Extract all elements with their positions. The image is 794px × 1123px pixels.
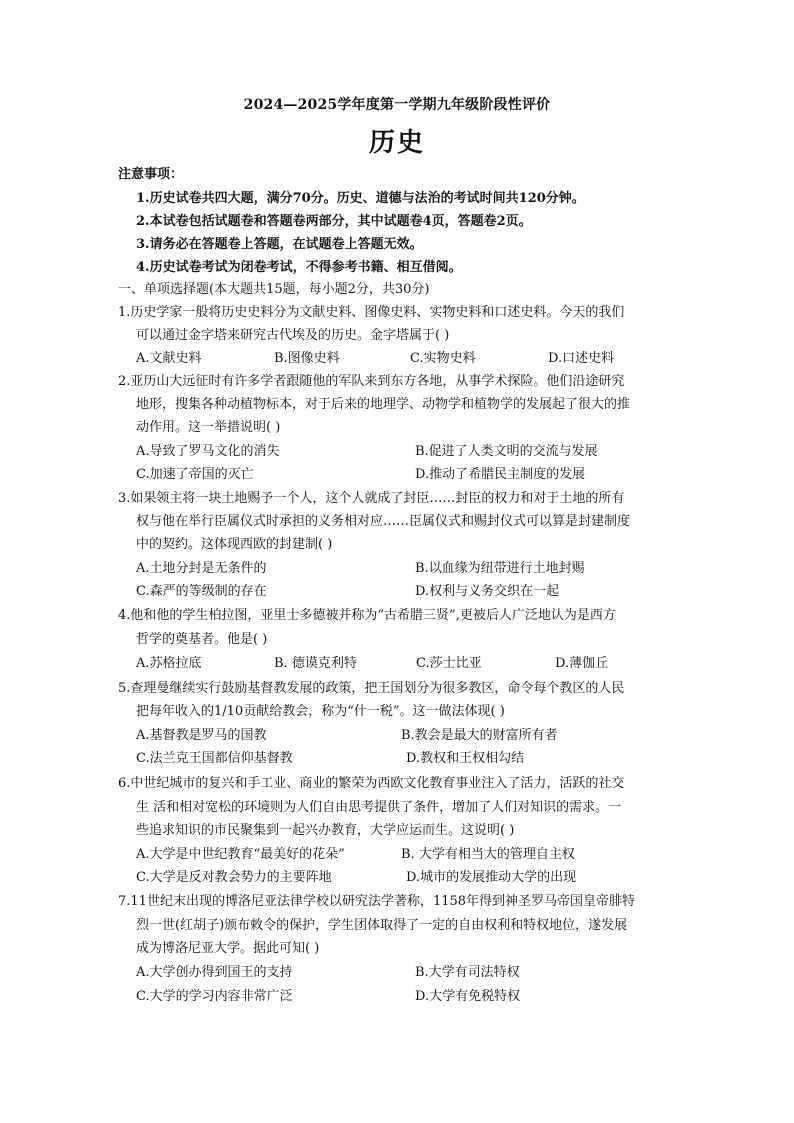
question-3-line: 权与他在举行臣属仪式时承担的义务相对应……臣属仪式和赐封仪式可以算是封建制度 [136,514,631,529]
question-4-option-d: D.薄伽丘 [555,656,609,671]
section-heading: 一、单项选择题(本大题共15题，每小题2分，共30分) [118,282,430,297]
question-4-option-a: A.苏格拉底 [136,656,202,671]
question-4-option-b: B. 德谟克利特 [274,656,357,671]
question-3-option-a: A.土地分封是无条件的 [136,561,267,576]
question-1-option-c: C.实物史料 [410,351,476,366]
question-3-line: 3.如果领主将一块土地赐予一个人，这个人就成了封臣……封臣的权力和对于土地的所有 [118,491,625,506]
question-4-line: 4.他和他的学生柏拉图，亚里士多德被并称为“古希腊三贤”,更被后人广泛地认为是西方 [118,608,616,623]
question-7-option-d: D.大学有免税特权 [415,989,521,1004]
notice-item: 3.请务必在答题卷上答题，在试题卷上答题无效。 [136,237,423,252]
question-5-option-d: D.教权和王权相勾结 [406,751,525,766]
notice-item: 2.本试卷包括试题卷和答题卷两部分，其中试题卷4页，答题卷2页。 [136,214,532,229]
question-7-line: 成为博洛尼亚大学。据此可知( ) [136,941,320,956]
question-4-option-c: C.莎士比亚 [416,656,482,671]
question-5-option-c: C.法兰克王国都信仰基督教 [136,751,293,766]
question-6-option-d: D.城市的发展推动大学的出现 [406,870,577,885]
question-6-line: 生 活和相对宽松的环境则为人们自由思考提供了条件，增加了人们对知识的需求。一 [136,800,622,815]
question-7-line: 7.11世纪末出现的博洛尼亚法律学校以研究法学著称，1158年得到神圣罗马帝国皇帝腓特 [118,894,636,909]
notice-item: 4.历史试卷考试为闭卷考试，不得参考书籍、相互借阅。 [136,260,462,275]
question-3-option-b: B.以血缘为纽带进行土地封赐 [415,561,585,576]
question-6-line: 6.中世纪城市的复兴和手工业、商业的繁荣为西欧文化教育事业注入了活力，活跃的社交 [118,776,625,791]
question-6-option-a: A.大学是中世纪教育“最美好的花朵” [136,847,345,862]
question-3-option-d: D.权利与义务交织在一起 [415,584,560,599]
question-1-option-b: B.图像史料 [274,351,340,366]
question-1-line: 可以通过金字塔来研究古代埃及的历史。金字塔属于( ) [136,328,450,343]
question-2-option-d: D.推动了希腊民主制度的发展 [415,467,586,482]
question-3-option-c: C.森严的等级制的存在 [136,584,267,599]
question-1-option-d: D.口述史料 [548,351,615,366]
exam-title: 2024—2025学年度第一学期九年级阶段性评价 [243,97,551,113]
notice-heading: 注意事项： [118,167,184,182]
question-7-option-b: B.大学有司法特权 [415,965,520,980]
notice-item: 1.历史试卷共四大题，满分70分。历史、道德与法治的考试时间共120分钟。 [136,191,585,206]
question-7-option-a: A.大学创办得到国王的支持 [136,965,293,980]
question-7-line: 烈一世(红胡子)颁布敕令的保护，学生团体取得了一定的自由权利和特权地位，遂发展 [136,918,628,933]
question-6-line: 些追求知识的市民聚集到一起兴办教育，大学应运而生。这说明( ) [136,823,515,838]
subject-title: 历史 [368,128,425,158]
question-5-line: 5.查理曼继续实行鼓励基督教发展的政策，把王国划分为很多教区，命令每个教区的人民 [118,681,625,696]
question-2-line: 动作用。这一举措说明( ) [136,420,281,435]
question-2-line: 2.亚历山大远征时有许多学者跟随他的军队来到东方各地，从事学术探险。他们沿途研究 [118,374,625,389]
question-7-option-c: C.大学的学习内容非常广泛 [136,989,293,1004]
question-2-option-a: A.导致了罗马文化的消失 [136,444,280,459]
question-1-option-a: A.文献史料 [136,351,202,366]
question-6-option-c: C.大学是反对教会势力的主要阵地 [136,870,332,885]
question-6-option-b: B. 大学有相当大的管理自主权 [401,847,575,862]
question-4-line: 哲学的奠基者。他是( ) [136,632,268,647]
question-2-option-c: C.加速了帝国的灭亡 [136,467,254,482]
question-2-option-b: B.促进了人类文明的交流与发展 [415,444,598,459]
question-5-option-a: A.基督教是罗马的国教 [136,728,267,743]
question-3-line: 中的契约。这体现西欧的封建制( ) [136,537,333,552]
question-2-line: 地形，搜集各种动植物标本，对于后来的地理学、动物学和植物学的发展起了很大的推 [136,397,631,412]
question-5-line: 把每年收入的1/10贡献给教会，称为“什一税”。这一做法体现( ) [136,704,505,719]
question-1-line: 1.历史学家一般将历史史料分为文献史料、图像史料、实物史料和口述史料。今天的我们 [118,305,625,320]
question-5-option-b: B.教会是最大的财富所有者 [401,728,558,743]
